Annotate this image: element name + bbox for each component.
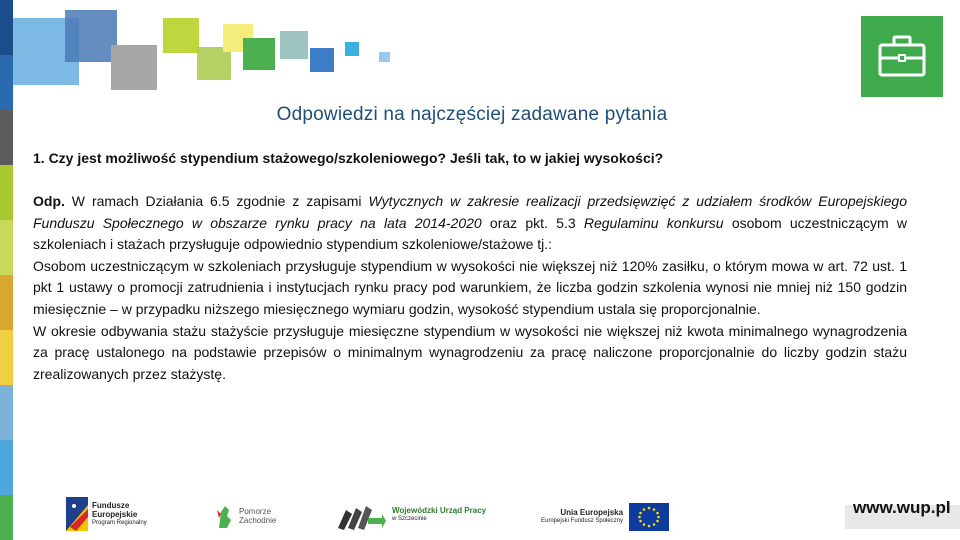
logo-text: Zachodnie: [239, 516, 277, 525]
answer-italic-reference: Regulaminu konkursu: [583, 214, 724, 231]
logo-text: Europejskie: [92, 509, 138, 519]
logo-text: Unia Europejska: [560, 508, 624, 517]
answer-italic-reference: Wytycznych w zakresie realizacji przedsięwzięć z udziałem środków Europejskiego Funduszu Społecznego w obszarze rynku pracy na lata 2014-2020: [33, 193, 907, 231]
logo-text: Wojewódzki Urząd Pracy: [392, 506, 487, 515]
answer-text: oraz pkt. 5.3: [481, 214, 584, 231]
briefcase-badge: [861, 16, 943, 97]
page-title: Odpowiedzi na najczęściej zadawane pytania: [276, 104, 668, 125]
logo-text: Program Regionalny: [92, 519, 147, 526]
logo-text: Fundusze: [92, 500, 130, 510]
gryphon-icon: [215, 502, 235, 530]
answer-paragraph-2: Osobom uczestniczącym w szkoleniach przysługuje stypendium w wysokości nie większej niż 120% zasiłku, o którym mowa w art. 72 ust. 1 pkt 1 ustawy o promocji zatrudnienia i instytucjach rynku pracy pod warunkiem, że liczba godzin szkolenia wynosi nie mniej niż 150 godzin miesięcznie – w przypadku niższego miesięcznego wymiaru godzin, wysokość stypendium ustala się proporcjonalnie.: [33, 257, 907, 317]
answer-text: W ramach Działania 6.5 zgodnie z zapisami: [64, 193, 369, 209]
answer-text: osobom uczestniczącym w szkoleniach i stażach przysługuje odpowiednio stypendium szkoleniowe/stażowe tj.:: [33, 214, 907, 253]
logo-wup-szczecin: [338, 500, 486, 530]
logo-fundusze-europejskie: [66, 497, 147, 531]
question-text: 1. Czy jest możliwość stypendium stażowego/szkoleniowego? Jeśli tak, to w jakiej wysokości?: [33, 150, 664, 166]
briefcase-icon: [861, 16, 943, 97]
logo-pomorze-zachodnie: [215, 502, 276, 530]
logo-text: Pomorze: [239, 507, 272, 516]
answer-paragraph-1: [33, 191, 907, 256]
left-color-strip: [0, 0, 13, 540]
logo-unia-europejska: [541, 503, 669, 531]
logo-text: w Szczecinie: [392, 516, 427, 522]
answer-lead: Odp.: [33, 193, 65, 209]
answer-block: [33, 191, 907, 385]
eu-flag-icon: [629, 503, 669, 531]
fe-flag-icon: [66, 497, 88, 531]
wup-stairs-icon: [338, 500, 386, 530]
logo-text: Europejski Fundusz Społeczny: [541, 518, 624, 524]
answer-paragraph-3: W okresie odbywania stażu stażyście przysługuje miesięczne stypendium w wysokości nie większej niż kwota minimalnego wynagrodzenia za pracę ustalonego na podstawie przepisów o minimalnym wynagrodzeniu za pracę naliczone proporcjonalnie do liczby godzin stażu zrealizowanych przez stażystę.: [33, 322, 907, 382]
website-link[interactable]: www.wup.pl: [853, 498, 951, 517]
